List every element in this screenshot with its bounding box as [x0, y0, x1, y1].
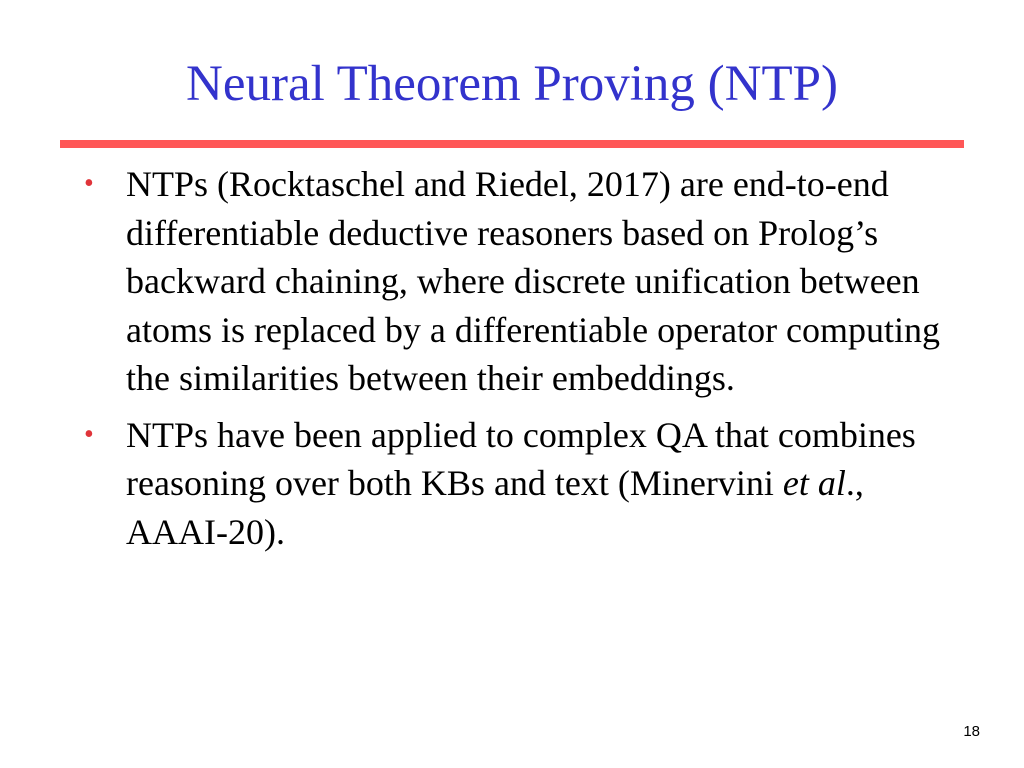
bullet-marker-icon: • [84, 168, 94, 199]
title-divider [60, 140, 964, 148]
bullet-item [80, 160, 960, 403]
bullet-text-segment: ., AAAI-20). [126, 463, 864, 552]
bullet-text: NTPs (Rocktaschel and Riedel, 2017) are end-to-end differentiable deductive reasoners based on Prolog’s backward chaining, where discrete unification between atoms is replaced by a differentiable operator computing the similarities between their embeddings. [126, 164, 941, 398]
bullet-marker-icon: • [84, 418, 94, 450]
slide-title: Neural Theorem Proving (NTP) [186, 56, 838, 112]
bullet-text-segment: NTPs have been applied to complex QA that combines reasoning over both KBs and text (Minervini [126, 414, 916, 503]
bullet-text [126, 415, 916, 552]
bullet-list [80, 160, 960, 564]
page-number: 18 [963, 723, 980, 740]
bullet-text-italic: et al [782, 463, 846, 503]
bullet-item [80, 411, 960, 557]
